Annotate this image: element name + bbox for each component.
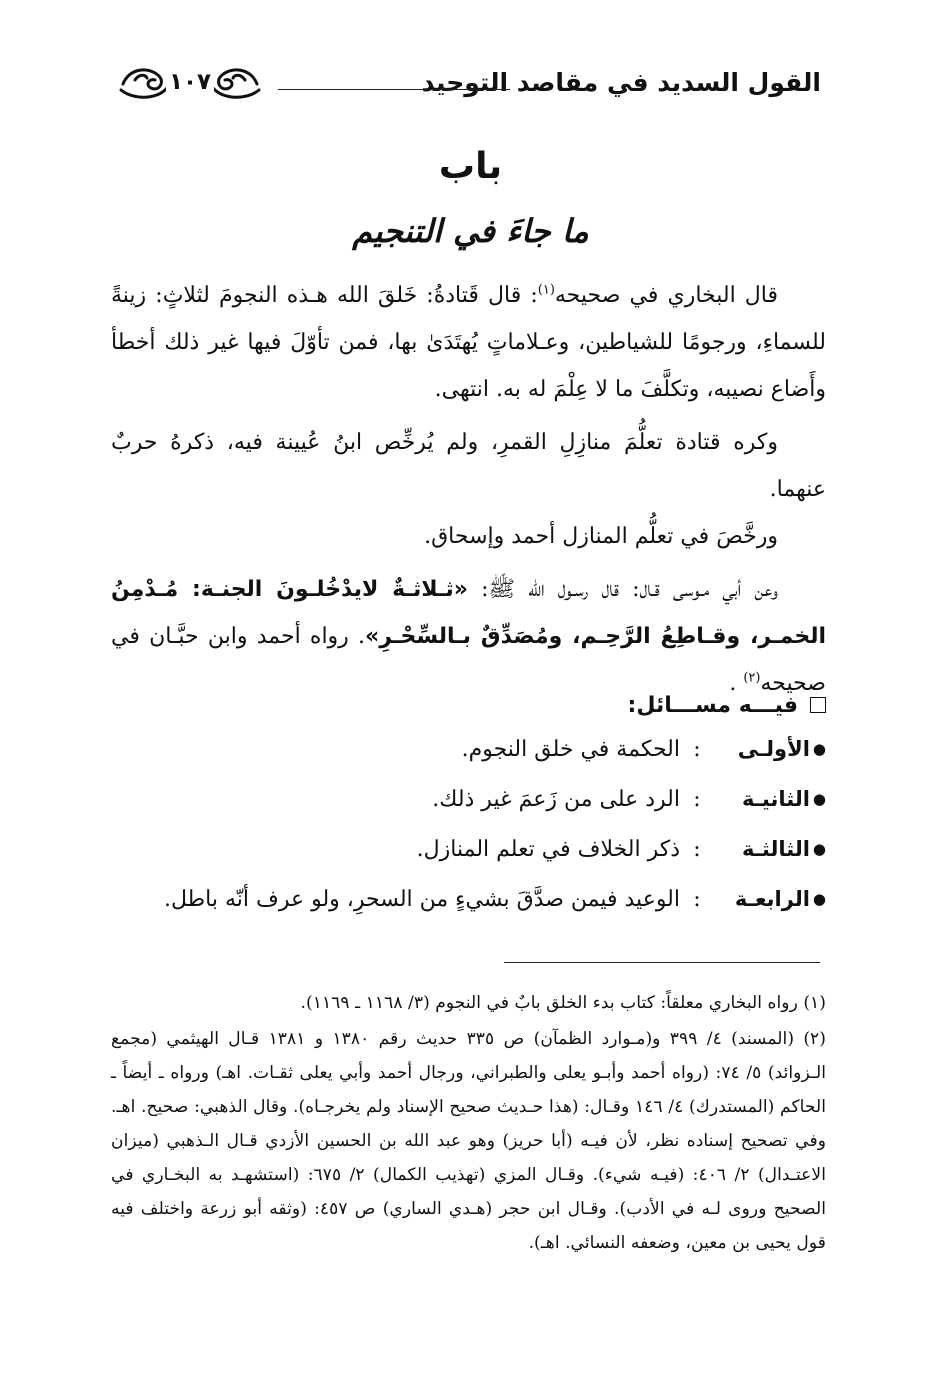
colon: :	[693, 736, 701, 762]
issue-text: الرد على من زَعمَ غير ذلك.	[432, 786, 680, 812]
issue-label-text: الأولـى	[737, 737, 810, 761]
colon: :	[693, 786, 701, 812]
issue-text: الحكمة في خلق النجوم.	[461, 736, 680, 762]
issue-item	[111, 724, 826, 774]
issue-item	[111, 874, 826, 924]
main-text	[111, 272, 826, 707]
running-header-title: القول السديد في مقاصد التوحيد	[421, 68, 821, 97]
footnote-1: (١) رواه البخاري معلقاً: كتاب بدء الخلق بابٌ في النجوم (٣/ ١١٦٨ ـ ١١٦٩).	[300, 993, 826, 1013]
issue-text: الوعيد فيمن صدَّقَ بشيءٍ من السحرِ، ولو عرف أنّه باطل.	[164, 886, 680, 912]
footnote-2: (٢) (المسند) ٤/ ٣٩٩ و(مـوارد الظمآن) ص ٣٣٥ حديث رقم ١٣٨٠ و ١٣٨١ قـال الهيثمي (مجمع الـزوائد) ٥/ ٧٤: (رواه أحمد وأبـو يعلى والطبراني، ورجال أحمد وأبي يعلى ثقـات. اهـ) ورواه ـ أيضاً ـ الحاكم (المستدرك) ٤/ ١٤٦ وقـال: (هذا حـديث صحيح الإسناد ولم يخرجـاه). وقال الذهبي: صحيح. اهـ. وفي تصحيح إسناده نظر، لأن فيـه (أبا حريز) وهو عبد الله بن الحسين الأزدي قـال الـذهبي (ميزان الاعتـدال) ٢/ ٤٠٦: (فيـه شيء). وقـال المزي (تهذيب الكمال) ٢/ ٦٧٥: (استشهـد به البخـاري في الصحيح وروى لـه في الأدب). وقـال ابن حجر (هـدي الساري) ص ٤٥٧: (وثقه أبو زرعة واختلف فيه قول يحيى بن معين، وضعفه النسائي. اهـ).	[111, 1029, 827, 1253]
footnote-ref-2: (٢)	[743, 670, 761, 686]
text-end: .	[729, 671, 737, 696]
issue-label	[708, 837, 826, 861]
colon: :	[693, 836, 701, 862]
bullet-icon: ●	[812, 840, 826, 858]
paragraph-qatada: وكره قتادة تعلُّمَ منازِلِ القمرِ، ولم يُرخِّص ابنُ عُيينة فيه، ذكرهُ حربٌ عنهما.	[111, 430, 826, 502]
text-rest: : قال قَتادةُ: خَلقَ الله هـذه النجومَ لثلاثٍ: زينةً للسماءِ، ورجومًا للشياطين، وعـلاماتٍ يُهتَدَىٰ بها، فمن تأوّلَ فيها غير ذلك أخطأ وأَضاع نصيبه، وتكلَّفَ ما لا عِلْمَ له به. انتهى.	[111, 283, 826, 402]
issues-heading-text: فيـــه مســـائل:	[627, 692, 798, 718]
hadith-text: «ثـلاثـةٌ لايدْخُلـونَ الجنـة: مُـدْمِنُ الخمـر، وقـاطِعُ الرَّحِـم، ومُصَدِّقٌ بـالسِّحْـرِ»	[111, 577, 827, 649]
footnotes	[111, 986, 826, 1262]
issue-label-text: الرابعـة	[734, 887, 810, 911]
bullet-icon: ●	[812, 740, 826, 758]
issue-label-text: الثانيـة	[741, 787, 810, 811]
header-rule	[278, 89, 510, 90]
text-lead: قال البخاري في صحيحه	[554, 283, 778, 308]
text-lead: وعن أبي مـوسى قـال: قال رسـول الله ﷺ:	[481, 577, 779, 602]
issue-label	[708, 737, 826, 761]
issues-heading	[111, 686, 826, 724]
issues-section	[111, 686, 826, 924]
page-number-ornament	[115, 58, 265, 106]
issue-item	[111, 774, 826, 824]
issue-item	[111, 824, 826, 874]
issue-label	[708, 887, 826, 911]
chapter-label: باب	[438, 146, 503, 187]
colon: :	[693, 886, 701, 912]
bullet-icon: ●	[812, 790, 826, 808]
square-bullet-icon	[810, 697, 826, 713]
paragraph-permission: ورخَّصَ في تعلُّم المنازل أحمد وإسحاق.	[424, 524, 778, 549]
issue-label-text: الثالثـة	[741, 837, 810, 861]
footnote-rule	[504, 962, 820, 963]
issue-label	[708, 787, 826, 811]
footnote-ref-1: (١)	[537, 282, 555, 298]
bullet-icon: ●	[812, 890, 826, 908]
issue-text: ذكر الخلاف في تعلم المنازل.	[416, 836, 680, 862]
text-tail: . رواه أحمد وابن حبَّـان في صحيحه	[111, 624, 826, 696]
chapter-title: ما جاءَ في التنجيم	[352, 212, 589, 250]
paragraph-bukhari	[111, 272, 826, 413]
page-number: ١٠٧	[166, 69, 214, 95]
